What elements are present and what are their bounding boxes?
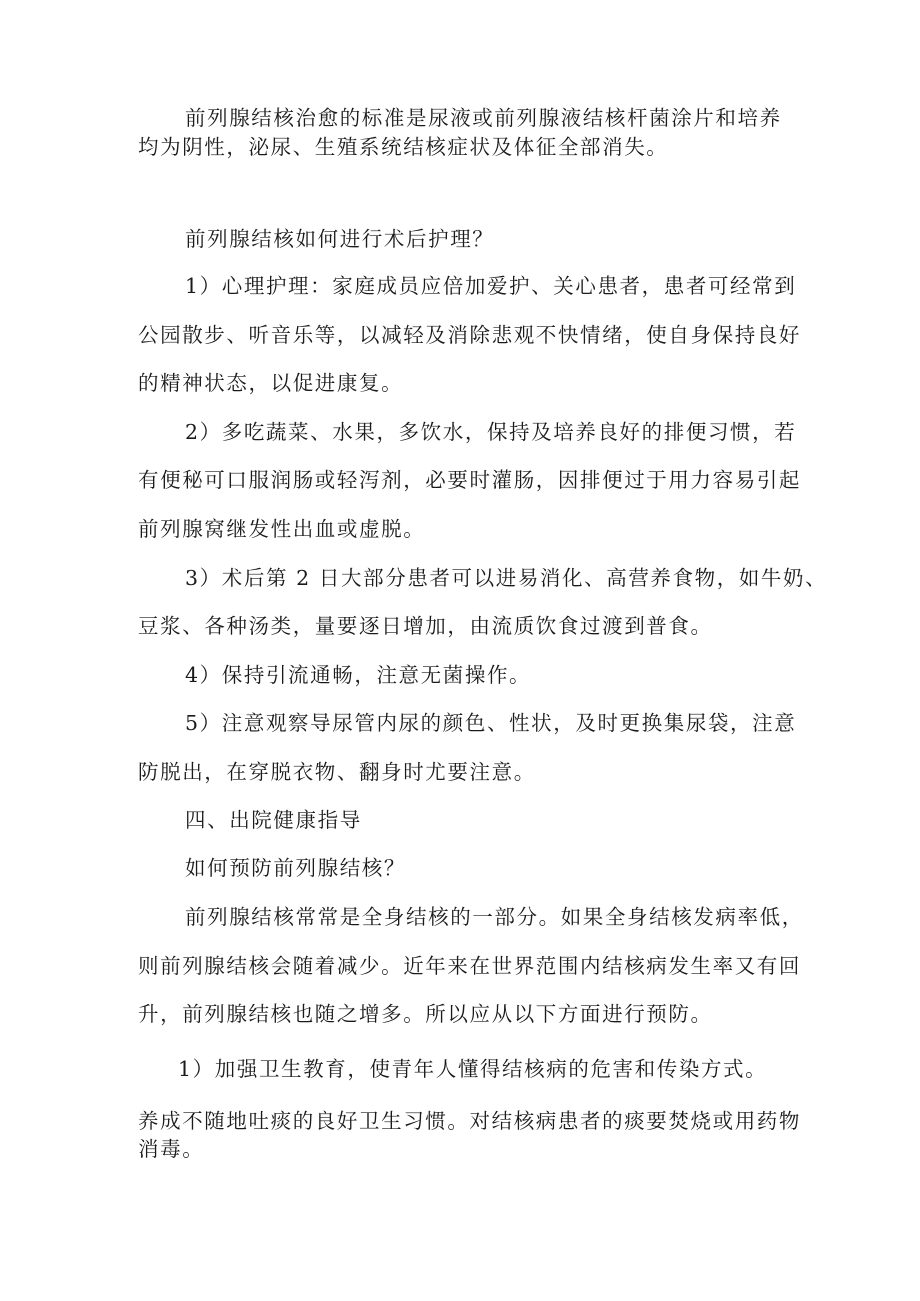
postop-item-1-line-1: 1）心理护理：家庭成员应倍加爱护、关心患者，患者可经常到 (185, 274, 797, 298)
prevention-item-1-line-3: 消毒。 (138, 1137, 205, 1161)
postop-question: 前列腺结核如何进行术后护理？ (185, 227, 495, 251)
prevention-intro-line-1: 前列腺结核常常是全身结核的一部分。如果全身结核发病率低， (185, 905, 804, 929)
prevention-item-1-line-1: 1）加强卫生教育，使青年人懂得结核病的危害和传染方式。 (178, 1057, 768, 1081)
prevention-item-1-line-2: 养成不随地吐痰的良好卫生习惯。对结核病患者的痰要焚烧或用药物 (138, 1109, 801, 1133)
cure-standard-line-1: 前列腺结核治愈的标准是尿液或前列腺液结核杆菌涂片和培养 (185, 106, 782, 130)
postop-item-2-line-3: 前列腺窝继发性出血或虚脱。 (138, 517, 426, 541)
prevention-intro-line-3: 升，前列腺结核也随之增多。所以应从以下方面进行预防。 (138, 1002, 713, 1026)
postop-item-1-line-2: 公园散步、听音乐等，以减轻及消除悲观不快情绪，使自身保持良好 (138, 323, 801, 347)
postop-item-1-line-3: 的精神状态，以促进康复。 (138, 371, 404, 395)
postop-item-2-line-1: 2）多吃蔬菜、水果，多饮水，保持及培养良好的排便习惯，若 (185, 420, 797, 444)
postop-item-4-line-1: 4）保持引流通畅，注意无菌操作。 (185, 663, 532, 687)
postop-item-5-line-1: 5）注意观察导尿管内尿的颜色、性状，及时更换集尿袋，注意 (185, 711, 797, 735)
postop-item-2-line-2: 有便秘可口服润肠或轻泻剂，必要时灌肠，因排便过于用力容易引起 (138, 468, 801, 492)
prevention-intro-line-2: 则前列腺结核会随着减少。近年来在世界范围内结核病发生率又有回 (138, 954, 801, 978)
postop-item-3-line-2: 豆浆、各种汤类，量要逐日增加，由流质饮食过渡到普食。 (138, 614, 713, 638)
postop-item-3-line-1: 3）术后第 2 日大部分患者可以进易消化、高营养食物，如牛奶、 (185, 566, 828, 590)
postop-item-5-line-2: 防脱出，在穿脱衣物、翻身时尤要注意。 (138, 760, 536, 784)
section-heading: 四、出院健康指导 (185, 808, 362, 832)
cure-standard-line-2: 均为阴性，泌尿、生殖系统结核症状及体征全部消失。 (138, 135, 669, 159)
prevention-question: 如何预防前列腺结核？ (185, 856, 406, 880)
